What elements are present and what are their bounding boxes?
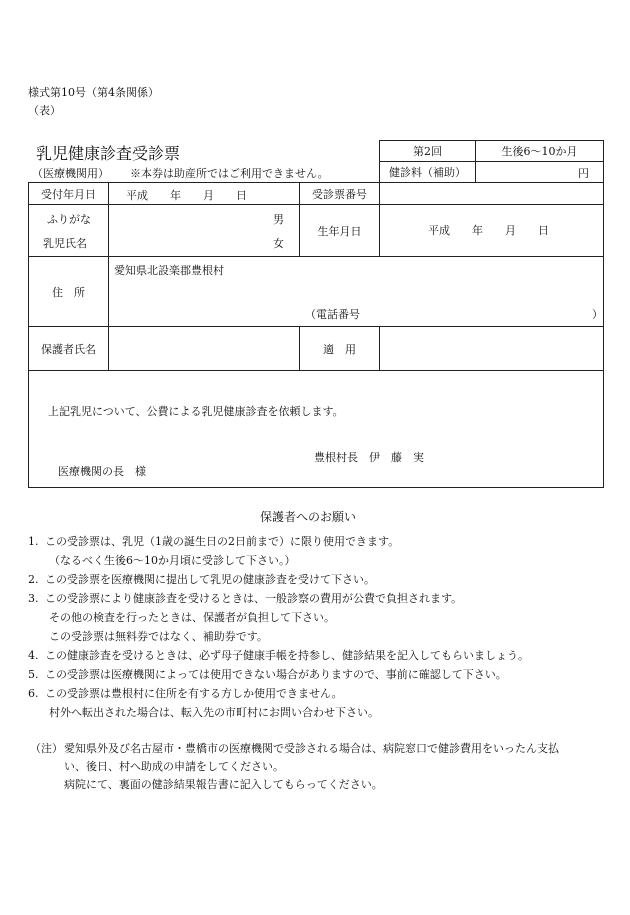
request-text: 上記乳児について、公費による乳児健康診査を依頼します。 — [48, 405, 344, 418]
infant-name-label: 乳児氏名 — [43, 237, 87, 250]
phone-label: （電話番号 — [305, 308, 360, 321]
infant-name-field[interactable] — [109, 205, 269, 256]
addressee: 医療機関の長 様 — [58, 465, 146, 478]
remark-label: （注） — [30, 742, 63, 755]
guardian-notes — [28, 532, 618, 722]
note-item-continued: （なるべく生後6～10か月頃に受診して下さい。） — [49, 554, 296, 567]
visit-number: 第2回 — [413, 145, 442, 158]
notes-heading: 保護者へのお願い — [260, 510, 357, 524]
midwife-notice: ※本券は助産所ではご利用できません。 — [130, 167, 329, 180]
age-range: 生後6～10か月 — [501, 145, 578, 158]
note-item: 5. この受診票は医療機関によっては使用できない場合がありますので、事前に確認して下さい。 — [28, 668, 507, 681]
guardian-name-label: 保護者氏名 — [41, 342, 96, 356]
birth-date-value[interactable]: 平成 年 月 日 — [428, 224, 549, 237]
application-label: 適 用 — [323, 342, 356, 356]
form-number: 様式第10号（第4条関係） — [28, 86, 159, 99]
form-side: （表） — [28, 104, 61, 117]
remark-line-1: 愛知県外及び名古屋市・豊橋市の医療機関で受診される場合は、病院窓口で健診費用をいったん支払 — [64, 742, 559, 755]
note-item: 4. この健康診査を受けるときは、必ず母子健康手帳を持参し、健診結果を記入してもらいましょう。 — [28, 649, 529, 662]
remark-line-2: い、後日、村へ助成の申請をしてください。 — [64, 760, 284, 773]
sex-female[interactable]: 女 — [273, 237, 284, 250]
note-item-continued: その他の検査を行ったときは、保護者が負担して下さい。 — [49, 611, 335, 624]
address-value[interactable]: 愛知県北設楽郡豊根村 — [114, 264, 224, 277]
remark-line-3: 病院にて、裏面の健診結果報告書に記入してもらってください。 — [64, 778, 383, 791]
received-date-value[interactable]: 平成 年 月 日 — [126, 189, 247, 202]
ticket-number-label: 受診票番号 — [312, 187, 367, 201]
note-item: 6. この受診票は豊根村に住所を有する方しか使用できません。 — [28, 687, 343, 700]
note-item: 1. この受診票は、乳児（1歳の誕生日の2日前まで）に限り使用できます。 — [28, 535, 400, 548]
mayor-signature: 豊根村長 伊 藤 実 — [314, 451, 424, 464]
ticket-number-field[interactable] — [380, 183, 603, 204]
fee-label: 健診料（補助） — [389, 166, 466, 179]
note-item: 2. この受診票を医療機関に提出して乳児の健康診査を受けて下さい。 — [28, 573, 375, 586]
note-item-continued: 村外へ転出された場合は、転入先の市町村にお問い合わせ下さい。 — [49, 706, 379, 719]
fee-unit: 円 — [578, 167, 589, 180]
address-label: 住 所 — [52, 285, 85, 299]
furigana-label: ふりがな — [47, 213, 91, 226]
institution-use-label: （医療機関用） — [32, 167, 109, 180]
note-item-continued: この受診票は無料券ではなく、補助券です。 — [49, 630, 268, 643]
phone-close: ） — [592, 308, 603, 321]
received-date-label: 受付年月日 — [41, 187, 96, 201]
guardian-name-field[interactable] — [109, 327, 299, 370]
application-field[interactable] — [380, 327, 603, 370]
birth-date-label: 生年月日 — [317, 224, 362, 238]
note-item: 3. この受診票により健康診査を受けるときは、一般診察の費用が公費で負担されます。 — [28, 592, 463, 605]
sex-male[interactable]: 男 — [273, 213, 284, 226]
ticket-title: 乳児健康診査受診票 — [36, 144, 181, 163]
